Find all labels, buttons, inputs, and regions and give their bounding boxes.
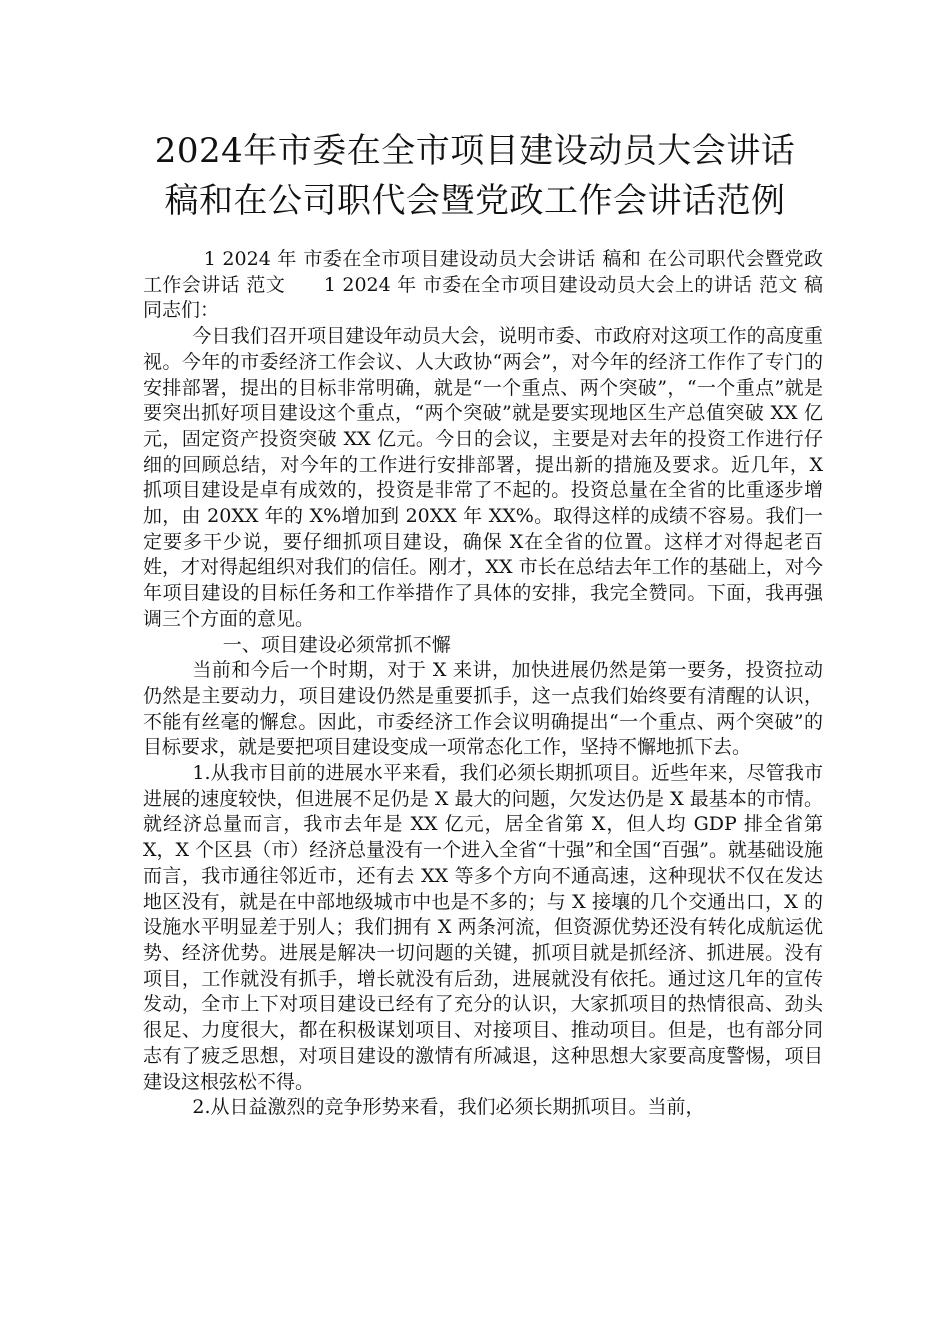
body-paragraph: 1.从我市目前的进展水平来看，我们必须长期抓项目。近些年来，尽管我市进展的速度较快，但进展不足仍是 X 最大的问题，欠发达仍是 X 最基本的市情。就经济总量而言，我市去年是 XX 亿元，居全省第 X，但人均 GDP 排全省第 X，X 个区县（市）经济总量没有一个进入全省“十强”和全国“百强”。就基础设施而言，我市通往邻近市，还有去 XX 等多个方向不通高速，这种现状不仅在发达地区没有，就是在中部地级城市中也是不多的；与 X 接壤的几个交通出口，X 的设施水平明显差于别人；我们拥有 X 两条河流，但资源优势还没有转化成航运优势、经济优势。进展是解决一切问题的关键，抓项目就是抓经济、抓进展。没有项目，工作就没有抓手，增长就没有后劲，进展就没有依托。通过这几年的宣传发动，全市上下对项目建设已经有了充分的认识，大家抓项目的热情很高、劲头很足、力度很大，都在积极谋划项目、对接项目、推动项目。但是，也有部分同志有了疲乏思想，对项目建设的激情有所减退，这种思想大家要高度警惕，项目建设这根弦松不得。 [143, 762, 823, 1093]
body-paragraph: 今日我们召开项目建设年动员大会，说明市委、市政府对这项工作的高度重视。今年的市委经济工作会议、人大政协“两会”，对今年的经济工作作了专门的安排部署，提出的目标非常明确，就是“一个重点、两个突破”，“一个重点”就是要突出抓好项目建设这个重点，“两个突破”就是要实现地区生产总值突破 XX 亿元，固定资产投资突破 XX 亿元。今日的会议，主要是对去年的投资工作进行仔细的回顾总结，对今年的工作进行安排部署，提出新的措施及要求。近几年，X 抓项目建设是卓有成效的，投资是非常了不起的。投资总量在全省的比重逐步增加，由 20XX 年的 X%增加到 20XX 年 XX%。取得这样的成绩不容易。我们一定要多干少说，要仔细抓项目建设，确保 X在全省的位置。这样才对得起老百姓，才对得起组织对我们的信任。刚才，XX 市长在总结去年工作的基础上，对今年项目建设的目标任务和工作举措作了具体的安排，我完全赞同。下面，我再强调三个方面的意见。 [143, 325, 823, 630]
section-heading: 一、项目建设必须常抓不懈 [222, 633, 451, 656]
body-paragraph: 2.从日益激烈的竞争形势来看，我们必须长期抓项目。当前， [192, 1096, 705, 1119]
body-paragraph: 当前和今后一个时期，对于 X 来讲，加快进展仍然是第一要务，投资拉动仍然是主要动力，项目建设仍然是重要抓手，这一点我们始终要有清醒的认识，不能有丝毫的懈怠。因此，市委经济工作会议明确提出“一个重点、两个突破”的目标要求，就是要把项目建设变成一项常态化工作，坚持不懈地抓下去。 [143, 659, 823, 759]
document-body [143, 247, 862, 1121]
intro-paragraph: 1 2024 年 市委在全市项目建设动员大会讲话 稿和 在公司职代会暨党政工作会讲话 范文 1 2024 年 市委在全市项目建设动员大会上的讲话 范文 稿 同志们： [143, 248, 862, 322]
document-title [100, 126, 850, 226]
title-line-2: 稿和在公司职代会暨党政工作会讲话范例 [164, 181, 786, 221]
title-line-1: 2024年市委在全市项目建设动员大会讲话 [154, 131, 796, 171]
